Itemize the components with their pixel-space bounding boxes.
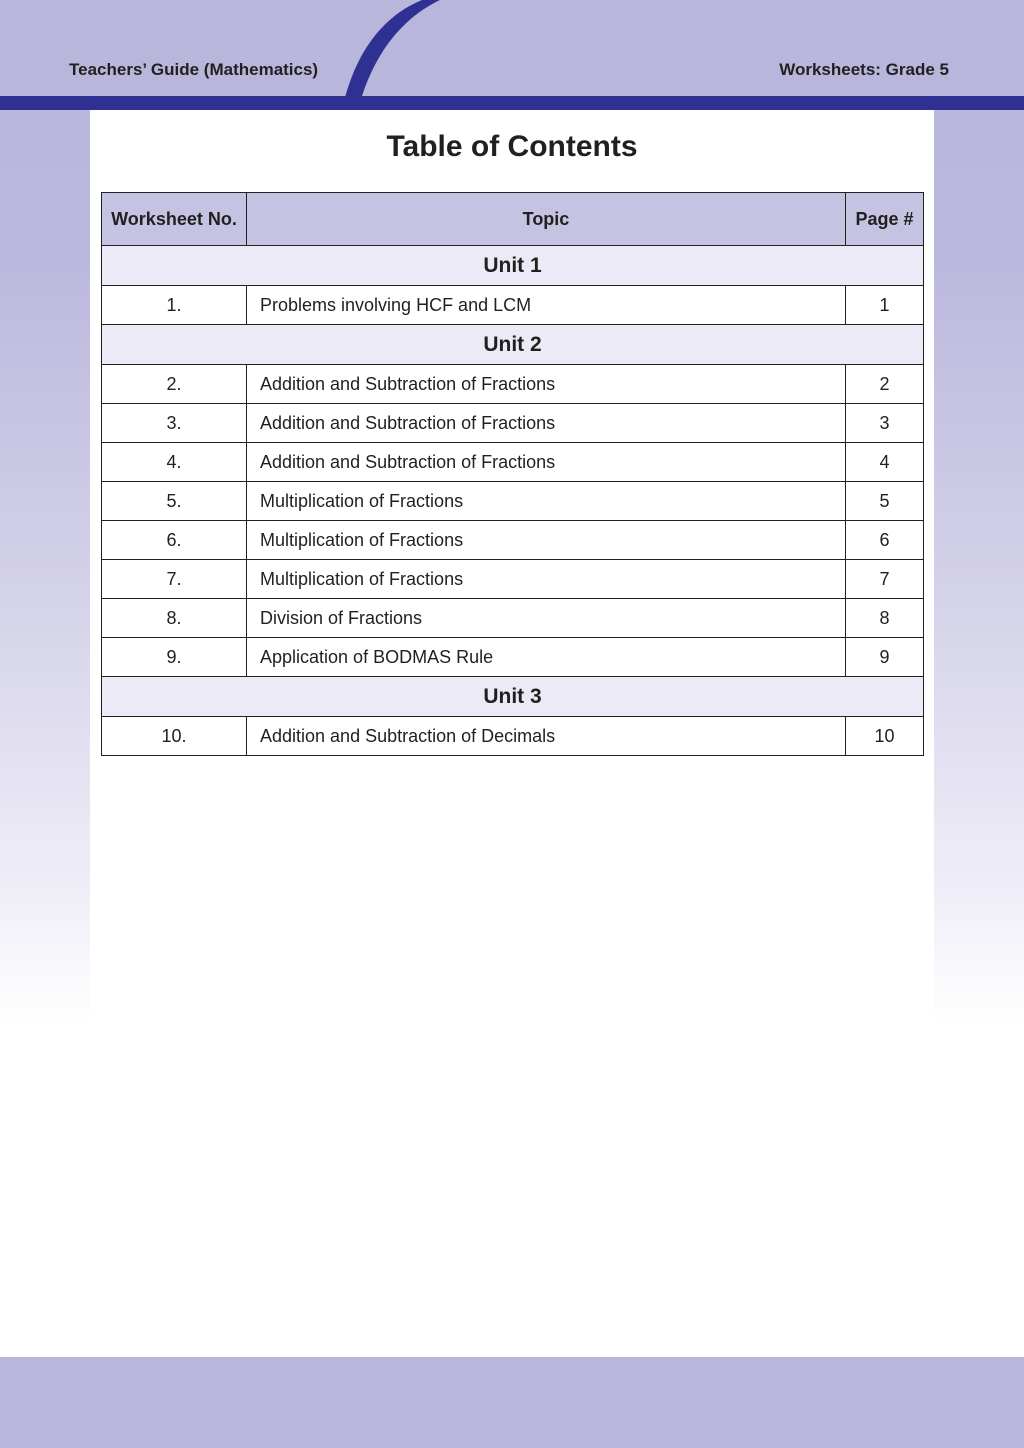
table-row <box>102 560 924 599</box>
worksheet-topic: Division of Fractions <box>247 599 846 638</box>
worksheet-topic: Multiplication of Fractions <box>247 560 846 599</box>
worksheet-topic: Multiplication of Fractions <box>247 482 846 521</box>
worksheet-topic: Application of BODMAS Rule <box>247 638 846 677</box>
worksheet-number: 7. <box>102 560 247 599</box>
worksheet-number: 8. <box>102 599 247 638</box>
worksheet-topic: Addition and Subtraction of Decimals <box>247 717 846 756</box>
worksheet-number: 9. <box>102 638 247 677</box>
table-row <box>102 404 924 443</box>
page-number: 3 <box>846 404 924 443</box>
page-number: 5 <box>846 482 924 521</box>
worksheet-topic: Addition and Subtraction of Fractions <box>247 443 846 482</box>
worksheet-number: 5. <box>102 482 247 521</box>
table-row <box>102 443 924 482</box>
page-number: 8 <box>846 599 924 638</box>
unit-row <box>102 325 924 365</box>
table-row <box>102 599 924 638</box>
page-number: 9 <box>846 638 924 677</box>
page-number: 2 <box>846 365 924 404</box>
table-header-row <box>102 193 924 246</box>
page-number: 1 <box>846 286 924 325</box>
table-row <box>102 638 924 677</box>
footer-band <box>0 1357 1024 1448</box>
worksheet-number: 4. <box>102 443 247 482</box>
table-row <box>102 365 924 404</box>
page-title: Table of Contents <box>386 130 638 163</box>
worksheet-number: 1. <box>102 286 247 325</box>
unit-row <box>102 246 924 286</box>
header-rule <box>0 96 1024 110</box>
table-row <box>102 482 924 521</box>
unit-row <box>102 677 924 717</box>
worksheet-number: 3. <box>102 404 247 443</box>
table-row <box>102 717 924 756</box>
column-header-worksheet-no: Worksheet No. <box>102 193 247 246</box>
table-row <box>102 286 924 325</box>
table-row <box>102 521 924 560</box>
worksheet-number: 10. <box>102 717 247 756</box>
header-right-title: Worksheets: Grade 5 <box>779 60 949 79</box>
worksheet-topic: Addition and Subtraction of Fractions <box>247 404 846 443</box>
page-number: 4 <box>846 443 924 482</box>
page-number: 7 <box>846 560 924 599</box>
worksheet-number: 6. <box>102 521 247 560</box>
column-header-page: Page # <box>846 193 924 246</box>
header-swoosh-decoration <box>0 0 1024 110</box>
page-number: 6 <box>846 521 924 560</box>
header-left-title: Teachers’ Guide (Mathematics) <box>69 60 319 79</box>
unit-label: Unit 1 <box>102 246 924 286</box>
contents-table <box>101 192 924 756</box>
worksheet-topic: Multiplication of Fractions <box>247 521 846 560</box>
unit-label: Unit 2 <box>102 325 924 365</box>
worksheet-number: 2. <box>102 365 247 404</box>
unit-label: Unit 3 <box>102 677 924 717</box>
worksheet-topic: Problems involving HCF and LCM <box>247 286 846 325</box>
column-header-topic: Topic <box>247 193 846 246</box>
page-number: 10 <box>846 717 924 756</box>
worksheet-topic: Addition and Subtraction of Fractions <box>247 365 846 404</box>
